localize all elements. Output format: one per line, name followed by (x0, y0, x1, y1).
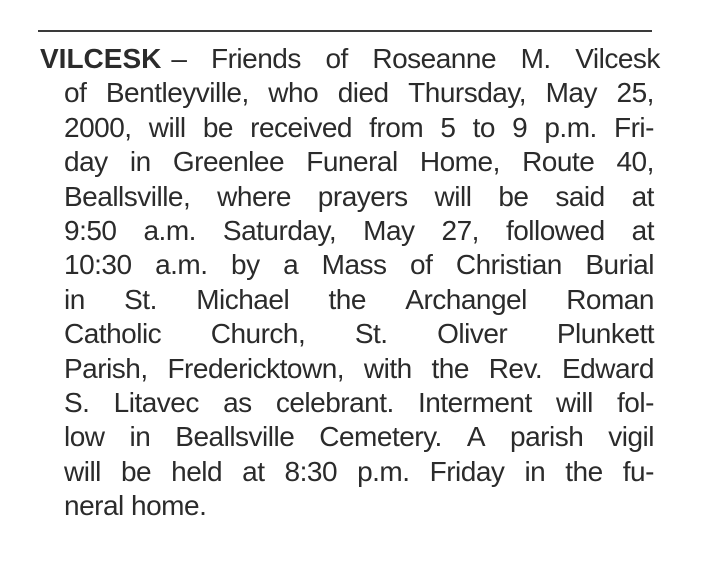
notice-line-4: day in Greenlee Funeral Home, Route 40, (64, 146, 654, 178)
obituary-notice (40, 42, 660, 523)
notice-line-8: in St. Michael the Archangel Roman (64, 283, 654, 315)
notice-line-3: 2000, will be received from 5 to 9 p.m. Fri- (64, 111, 654, 143)
notice-line-2: of Bentleyville, who died Thursday, May 25, (64, 77, 654, 109)
notice-line-11: S. Litavec as celebrant. Interment will fol- (64, 386, 654, 418)
notice-line-10: Parish, Fredericktown, with the Rev. Edward (64, 352, 654, 384)
notice-line-6: 9:50 a.m. Saturday, May 27, followed at (64, 214, 654, 246)
notice-line-5: Beallsville, where prayers will be said at (64, 180, 654, 212)
notice-line-14: neral home. (64, 490, 207, 522)
notice-line-1 (40, 42, 660, 76)
top-rule (38, 30, 652, 32)
notice-line-12: low in Beallsville Cemetery. A parish vigil (64, 421, 654, 453)
notice-line-9: Catholic Church, St. Oliver Plunkett (64, 318, 654, 350)
notice-line-1-text: – Friends of Roseanne M. Vilcesk (171, 43, 660, 74)
notice-line-13: will be held at 8:30 p.m. Friday in the fu- (64, 455, 654, 487)
notice-line-7: 10:30 a.m. by a Mass of Christian Burial (64, 249, 654, 281)
obituary-surname: VILCESK (40, 43, 162, 74)
